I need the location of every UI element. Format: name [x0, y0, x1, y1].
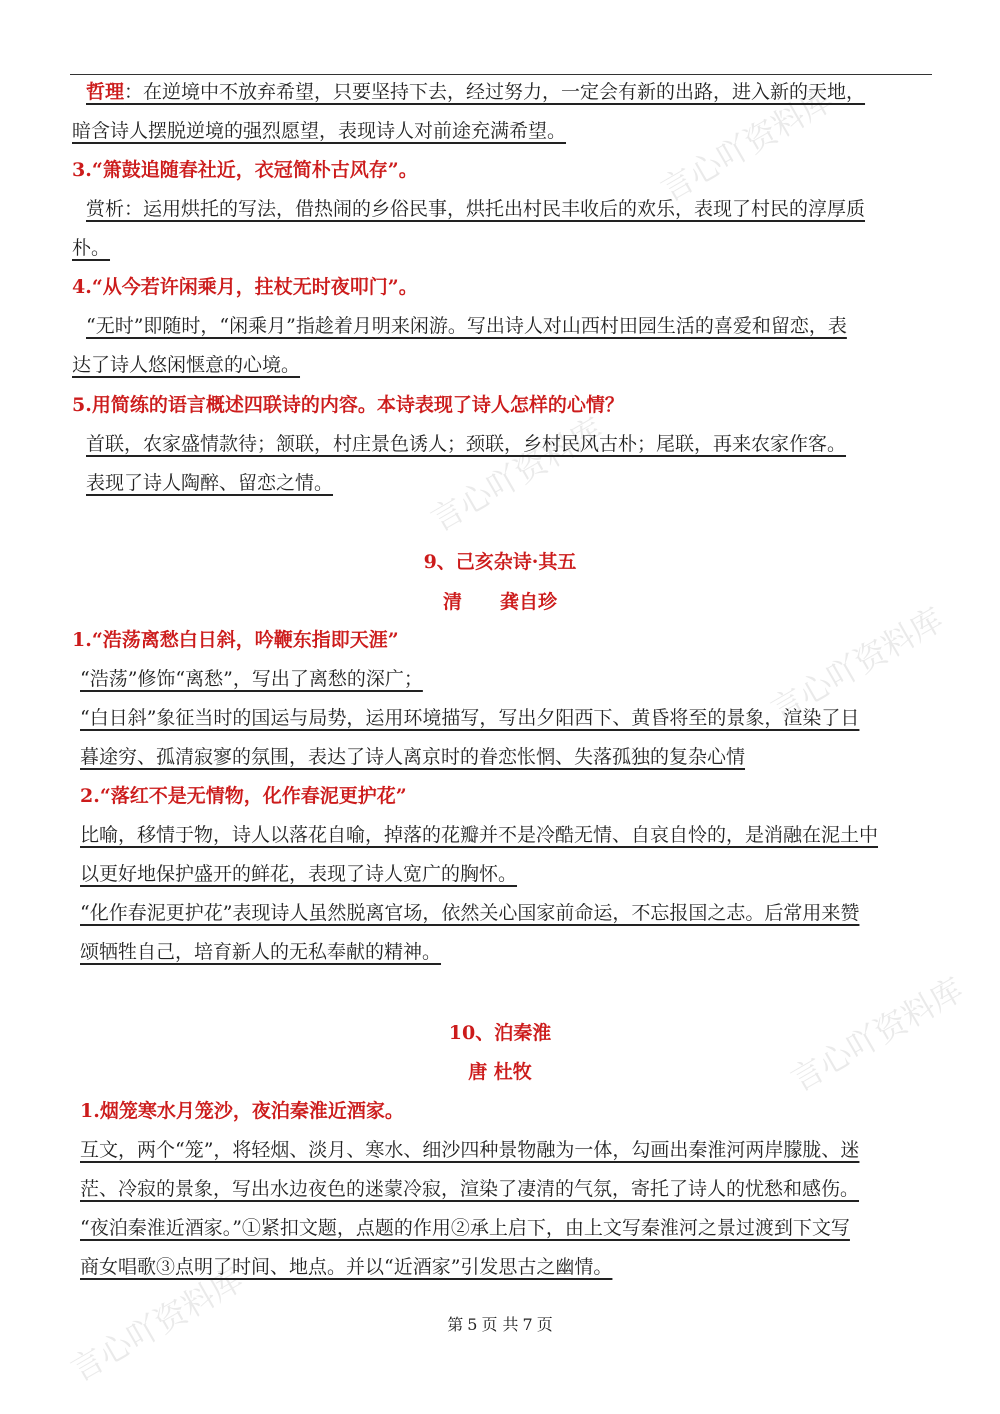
section-10-question-1: 1.烟笼寒水月笼沙，夜泊秦淮近酒家。 [80, 1100, 404, 1122]
section-9-question-2: 2.“落红不是无情物，化作春泥更护花” [80, 785, 407, 807]
answer-5-line: 首联，农家盛情款待；颔联，村庄景色诱人；颈联，乡村民风古朴；尾联，再来农家作客。 [86, 433, 847, 455]
answer-4-line: “无时”即随时，“闲乘月”指趁着月明来闲游。写出诗人对山西村田园生活的喜爱和留恋，表 [86, 315, 847, 337]
section-9-answer-2-line: 颂牺牲自己，培育新人的无私奉献的精神。 [80, 941, 442, 963]
question-3: 3.“箫鼓追随春社近，衣冠简朴古风存”。 [72, 159, 418, 181]
philosophy-label: 哲理 [86, 81, 125, 103]
answer-3-line: 赏析：运用烘托的写法，借热闹的乡俗民事，烘托出村民丰收后的欢乐，表现了村民的淳厚质 [86, 198, 866, 220]
top-rule [70, 74, 932, 75]
section-10-author: 唐 杜牧 [468, 1061, 532, 1083]
section-10-answer-1-line: 互文，两个“笼”，将轻烟、淡月、寒水、细沙四种景物融为一体，勾画出秦淮河两岸朦胧、迷 [80, 1139, 860, 1161]
watermark: 言心吖资料库 [64, 1260, 250, 1390]
answer-4-line: 达了诗人悠闲惬意的心境。 [72, 354, 301, 376]
section-9-answer-2-line: 比喻，移情于物，诗人以落花自喻，掉落的花瓣并不是冷酷无情、自哀自怜的，是消融在泥土中 [80, 824, 879, 846]
section-9-answer-2-line: 以更好地保护盛开的鲜花，表现了诗人宽广的胸怀。 [80, 863, 518, 885]
watermark: 言心吖资料库 [784, 970, 970, 1100]
page-footer: 第 5 页 共 7 页 [447, 1315, 553, 1334]
philosophy-line: 哲理：在逆境中不放弃希望，只要坚持下去，经过努力，一定会有新的出路，进入新的天地， [86, 81, 866, 103]
question-5: 5.用简练的语言概述四联诗的内容。本诗表现了诗人怎样的心情？ [72, 394, 624, 416]
page-total: 7 [522, 1315, 533, 1334]
answer-3-line: 朴。 [72, 237, 111, 259]
watermark: 言心吖资料库 [764, 600, 950, 730]
section-9-title: 9、己亥杂诗·其五 [423, 551, 577, 573]
section-10-title: 10、泊秦淮 [448, 1022, 552, 1044]
page-number: 5 [467, 1315, 478, 1334]
section-9-answer-1-line: “白日斜”象征当时的国运与局势，运用环境描写，写出夕阳西下、黄昏将至的景象，渲染了日 [80, 707, 860, 729]
section-10-answer-1-line: 茫、冷寂的景象，写出水边夜色的迷蒙冷寂，渲染了凄清的气氛，寄托了诗人的忧愁和感伤。 [80, 1178, 860, 1200]
watermark: 言心吖资料库 [424, 410, 610, 540]
section-10-answer-1-line: “夜泊秦淮近酒家。”①紧扣文题，点题的作用②承上启下，由上文写秦淮河之景过渡到下文写 [80, 1217, 850, 1239]
watermark: 言心吖资料库 [654, 80, 840, 210]
section-9-question-1: 1.“浩荡离愁白日斜，吟鞭东指即天涯” [72, 629, 399, 651]
answer-5-line: 表现了诗人陶醉、留恋之情。 [86, 472, 334, 494]
section-9-author: 清 龚自珍 [442, 591, 557, 613]
philosophy-line: 暗含诗人摆脱逆境的强烈愿望，表现诗人对前途充满希望。 [72, 120, 567, 142]
section-9-answer-2-line: “化作春泥更护花”表现诗人虽然脱离官场，依然关心国家前命运，不忘报国之志。后常用来赞 [80, 902, 860, 924]
section-9-answer-1-line: “浩荡”修饰“离愁”，写出了离愁的深广； [80, 668, 423, 690]
question-4: 4.“从今若许闲乘月，拄杖无时夜叩门”。 [72, 276, 418, 298]
section-9-answer-1-line: 暮途穷、孤清寂寥的氛围，表达了诗人离京时的眷恋怅惘、失落孤独的复杂心情 [80, 746, 746, 768]
section-10-answer-1-line: 商女唱歌③点明了时间、地点。并以“近酒家”引发思古之幽情。 [80, 1256, 613, 1278]
